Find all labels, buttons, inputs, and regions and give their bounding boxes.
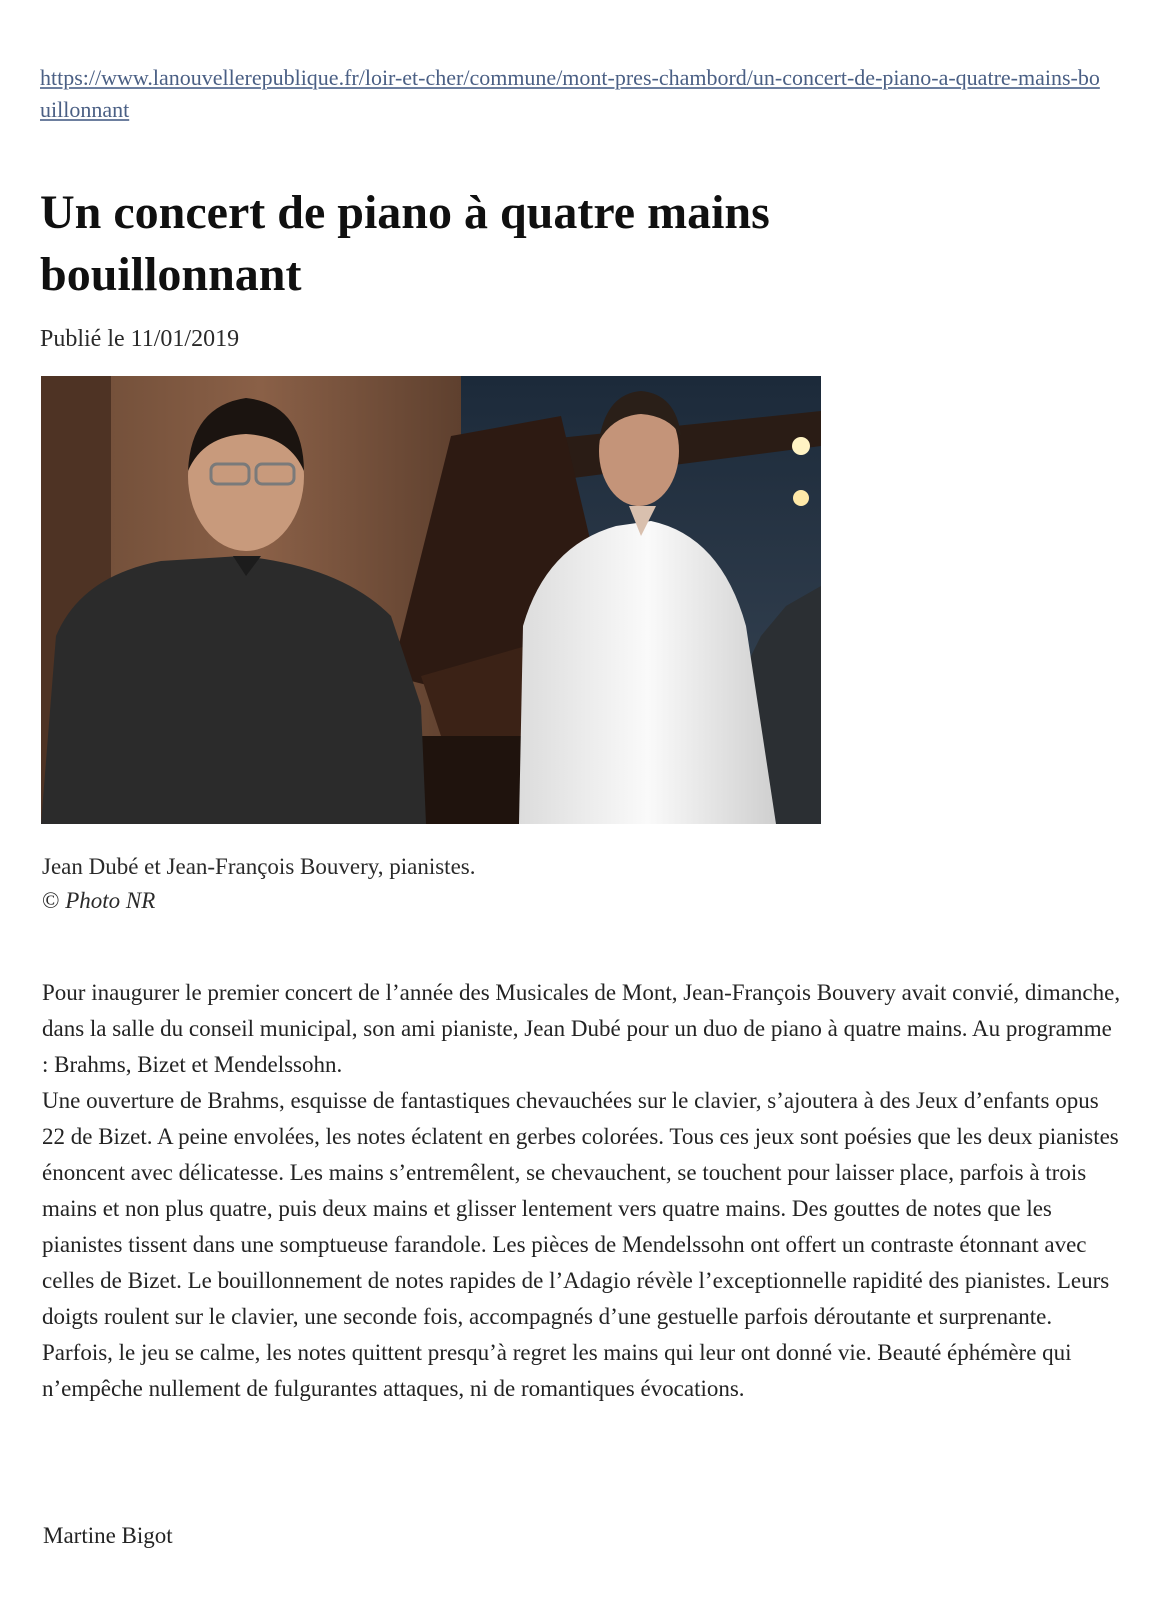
publication-date: Publié le 11/01/2019: [40, 326, 240, 352]
photo-credit-text: Photo NR: [65, 888, 156, 913]
article-body: [42, 975, 1122, 1407]
article-author: Martine Bigot: [43, 1523, 173, 1548]
article-paragraph: Pour inaugurer le premier concert de l’année des Musicales de Mont, Jean-François Bouvery avait convié, dimanche, dans la salle du conseil municipal, son ami pianiste, Jean Dubé pour un duo de piano à quatre mains. Au programme : Brahms, Bizet et Mendelssohn.: [42, 980, 1121, 1077]
source-url-link[interactable]: https://www.lanouvellerepublique.fr/loir-et-cher/commune/mont-pres-chambord/un-concert-de-piano-a-quatre-mains-bouillonnant: [40, 65, 1100, 122]
photo-credit: [42, 885, 155, 917]
photo-caption: Jean Dubé et Jean-François Bouvery, pianistes.: [42, 854, 476, 879]
copyright-symbol: ©: [42, 888, 60, 913]
article-title: Un concert de piano à quatre mains bouillonnant: [40, 186, 770, 301]
article-paragraph: Une ouverture de Brahms, esquisse de fantastiques chevauchées sur le clavier, s’ajoutera à des Jeux d’enfants opus 22 de Bizet. A peine envolées, les notes éclatent en gerbes colorées. Tous ces jeux sont poésies que les deux pianistes énoncent avec délicatesse. Les mains s’entremêlent, se chevauchent, se touchent pour laisser place, parfois à trois mains et non plus quatre, puis deux mains et glisser lentement vers quatre mains. Des gouttes de notes que les pianistes tissent dans une somptueuse farandole. Les pièces de Mendelssohn ont offert un contraste étonnant avec celles de Bizet. Le bouillonnement de notes rapides de l’Adagio révèle l’exceptionnelle rapidité des pianistes. Leurs doigts roulent sur le clavier, une seconde fois, accompagnés d’une gestuelle parfois déroutante et surprenante. Parfois, le jeu se calme, les notes quittent presqu’à regret les mains qui leur ont donné vie. Beauté éphémère qui n’empêche nullement de fulgurantes attaques, ni de romantiques évocations.: [42, 1088, 1119, 1401]
article-photo: [41, 376, 821, 824]
